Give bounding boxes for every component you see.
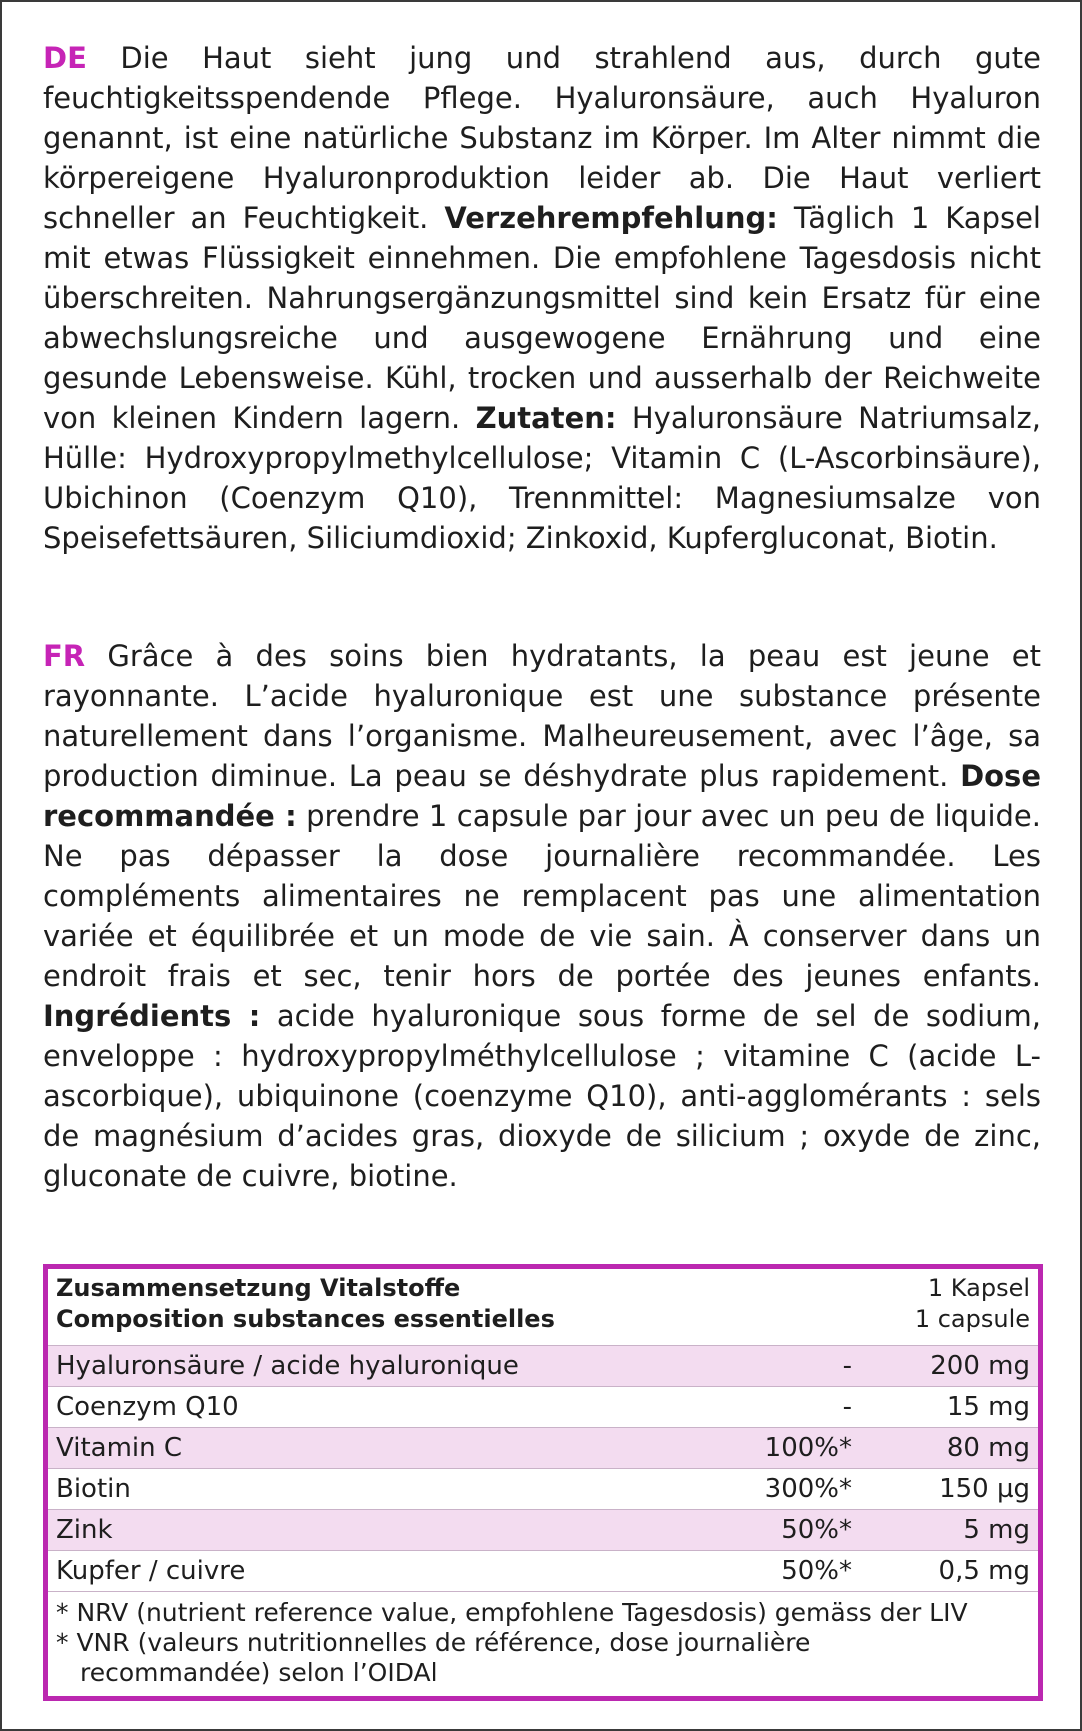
german-section <box>43 38 1041 558</box>
fr-dosage-text: prendre 1 capsule par jour avec un peu de liquide. Ne pas dépasser la dose journalière recommandée. Les compléments alimentaires ne remplacent pas une alimentation variée et équilibrée et un mode de vie sain. À conserver dans un endroit frais et sec, tenir hors de portée des jeunes enfants. <box>43 799 1041 993</box>
serving-unit <box>915 1273 1030 1335</box>
fr-ingredients-label: Ingrédients : <box>43 999 261 1033</box>
table-title-fr: Composition substances essentielles <box>56 1305 555 1333</box>
table-row <box>48 1386 1038 1427</box>
de-intro: Die Haut sieht jung und strahlend aus, durch gute feuchtigkeitsspendende Pflege. Hyaluronsäure, auch Hyaluron genannt, ist eine natürliche Substanz im Körper. Im Alter nimmt die körpereigene Hyaluronproduktion leider ab. Die Haut verliert schneller an Feuchtigkeit. <box>43 41 1041 235</box>
nutrient-nrv: 50%* <box>781 1556 852 1586</box>
table-row <box>48 1550 1038 1591</box>
nutrient-amount: 80 mg <box>946 1433 1030 1463</box>
nutrient-name: Coenzym Q10 <box>56 1392 239 1422</box>
nutrient-name: Zink <box>56 1515 113 1545</box>
fr-dosage-label: Dose recommandée : <box>43 759 1041 833</box>
fr-ingredients-text: acide hyaluronique sous forme de sel de sodium, enveloppe : hydroxypropylméthylcellulose ; vitamine C (acide L-ascorbique), ubiquinone (coenzyme Q10), anti-agglomérants : sels de magnésium d’acides gras, dioxyde de silicium ; oxyde de zinc, gluconate de cuivre, biotine. <box>43 999 1041 1193</box>
de-ingredients-text: Hyaluronsäure Natriumsalz, Hülle: Hydroxypropylmethylcellulose; Vitamin C (L-Ascorbinsäure), Ubichinon (Coenzym Q10), Trennmittel: Magnesiumsalze von Speisefettsäuren, Siliciumdioxid; Zinkoxid, Kupfergluconat, Biotin. <box>43 401 1041 555</box>
nutrient-amount: 0,5 mg <box>938 1556 1030 1586</box>
nutrient-nrv: 100%* <box>764 1433 852 1463</box>
nutrient-name: Vitamin C <box>56 1433 183 1463</box>
lang-code-fr: FR <box>43 639 86 673</box>
nutrient-nrv: - <box>842 1392 852 1422</box>
de-dosage-label: Verzehrempfehlung: <box>444 201 778 235</box>
nutrient-name: Hyaluronsäure / acide hyaluronique <box>56 1351 519 1381</box>
nutrient-name: Biotin <box>56 1474 131 1504</box>
nutrient-name: Kupfer / cuivre <box>56 1556 246 1586</box>
table-row <box>48 1427 1038 1468</box>
de-ingredients-label: Zutaten: <box>475 401 617 435</box>
serving-unit-fr: 1 capsule <box>914 1305 1030 1333</box>
lang-code-de: DE <box>43 41 87 75</box>
nutrition-table <box>43 1264 1043 1701</box>
table-row <box>48 1509 1038 1550</box>
nutrient-nrv: - <box>842 1351 852 1381</box>
table-row <box>48 1468 1038 1509</box>
nutrient-nrv: 300%* <box>764 1474 852 1504</box>
nutrient-amount: 200 mg <box>930 1351 1030 1381</box>
nutrient-amount: 15 mg <box>946 1392 1030 1422</box>
footnote-vnr: * VNR (valeurs nutritionnelles de référence, dose journalière <box>56 1628 811 1657</box>
fr-intro: Grâce à des soins bien hydratants, la peau est jeune et rayonnante. L’acide hyaluronique est une substance présente naturellement dans l’organisme. Malheureusement, avec l’âge, sa production diminue. La peau se déshydrate plus rapidement. <box>43 639 1041 793</box>
table-row <box>48 1345 1038 1386</box>
serving-unit-de: 1 Kapsel <box>927 1274 1030 1302</box>
footnote-nrv: * NRV (nutrient reference value, empfohlene Tagesdosis) gemäss der LIV <box>56 1598 968 1627</box>
table-title-de: Zusammensetzung Vitalstoffe <box>56 1274 461 1302</box>
footnote-vnr-continued: recommandée) selon l’OIDAl <box>80 1658 438 1687</box>
table-footnotes <box>48 1591 1038 1696</box>
nutrient-amount: 150 µg <box>939 1474 1030 1504</box>
nutrient-amount: 5 mg <box>963 1515 1030 1545</box>
table-header <box>48 1269 1038 1345</box>
french-section <box>43 636 1041 1196</box>
nutrient-nrv: 50%* <box>781 1515 852 1545</box>
de-dosage-text: Täglich 1 Kapsel mit etwas Flüssigkeit einnehmen. Die empfohlene Tagesdosis nicht überschreiten. Nahrungsergänzungsmittel sind kein Ersatz für eine abwechslungsreiche und ausgewogene Ernährung und eine gesunde Lebensweise. Kühl, trocken und ausserhalb der Reichweite von kleinen Kindern lagern. <box>43 201 1041 435</box>
